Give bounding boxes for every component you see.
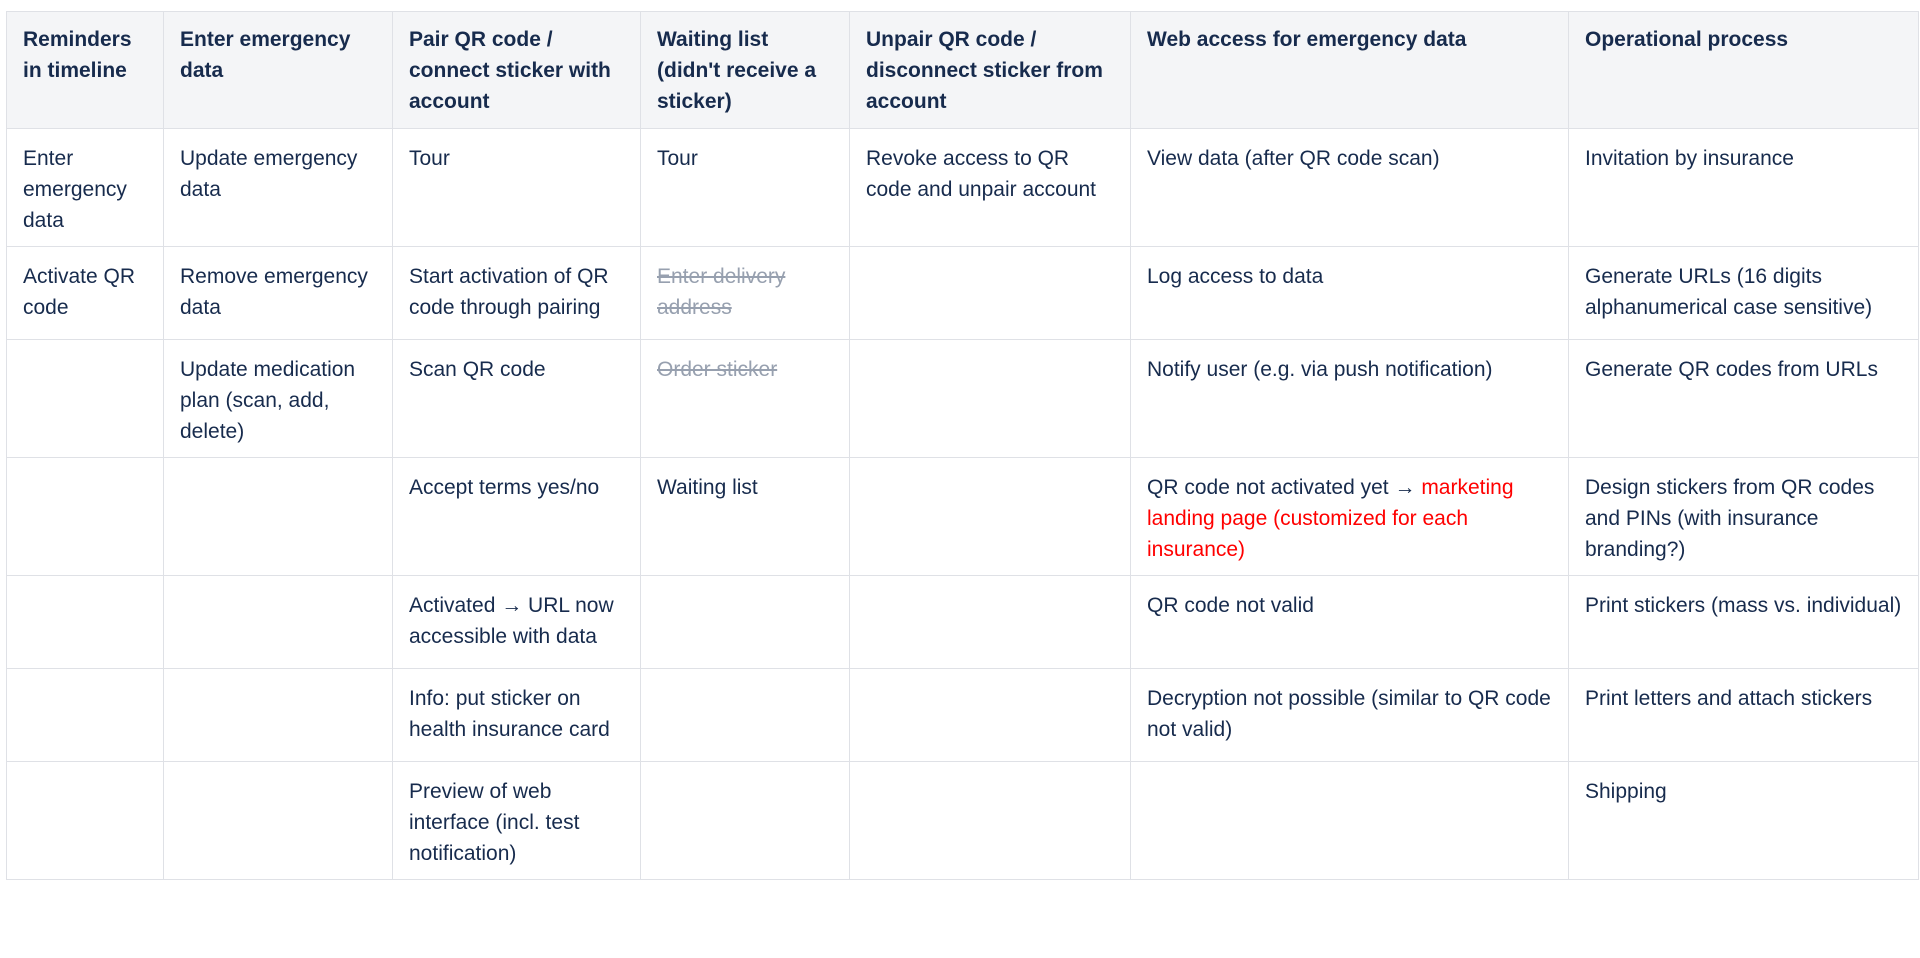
requirements-table [6,11,1919,880]
table-container [6,11,1919,880]
table-cell [850,762,1131,880]
table-cell: Design stickers from QR codes and PINs (with insurance branding?) [1569,458,1919,576]
table-cell [7,669,164,762]
table-cell: Activate QR code [7,247,164,340]
column-header: Operational process [1569,12,1919,129]
column-header: Pair QR code / connect sticker with account [393,12,641,129]
table-cell: Decryption not possible (similar to QR code not valid) [1131,669,1569,762]
table-cell: Invitation by insurance [1569,129,1919,247]
table-row [7,762,1919,880]
table-cell-struck [641,340,850,458]
table-cell: QR code not valid [1131,576,1569,669]
table-cell [850,458,1131,576]
table-cell: View data (after QR code scan) [1131,129,1569,247]
table-cell: Tour [393,129,641,247]
table-row [7,669,1919,762]
table-cell [7,458,164,576]
table-row [7,129,1919,247]
table-cell: Print stickers (mass vs. individual) [1569,576,1919,669]
table-row [7,340,1919,458]
table-cell [7,576,164,669]
column-header: Waiting list (didn't receive a sticker) [641,12,850,129]
table-cell: Activated → URL now accessible with data [393,576,641,669]
table-cell: Update emergency data [164,129,393,247]
table-cell [164,576,393,669]
column-header: Web access for emergency data [1131,12,1569,129]
table-row [7,458,1919,576]
table-cell: Notify user (e.g. via push notification) [1131,340,1569,458]
table-cell [850,247,1131,340]
struck-text: Enter delivery address [657,265,786,319]
table-cell: Info: put sticker on health insurance card [393,669,641,762]
table-cell: Revoke access to QR code and unpair account [850,129,1131,247]
table-row [7,247,1919,340]
table-cell-mixed [1131,458,1569,576]
column-header: Enter emergency data [164,12,393,129]
column-header: Unpair QR code / disconnect sticker from account [850,12,1131,129]
table-row [7,576,1919,669]
cell-text: QR code not activated yet → [1147,476,1422,499]
table-cell [7,340,164,458]
table-cell [164,762,393,880]
table-cell: Start activation of QR code through pairing [393,247,641,340]
table-cell: Update medication plan (scan, add, delete) [164,340,393,458]
table-cell [641,669,850,762]
table-cell: Generate URLs (16 digits alphanumerical case sensitive) [1569,247,1919,340]
table-cell: Shipping [1569,762,1919,880]
table-cell: Generate QR codes from URLs [1569,340,1919,458]
table-cell [1131,762,1569,880]
table-cell [850,669,1131,762]
highlighted-text: marketing landing page (customized for each insurance) [1147,476,1514,561]
table-cell [641,576,850,669]
table-cell [850,340,1131,458]
table-cell: Tour [641,129,850,247]
table-cell [164,458,393,576]
table-cell: Waiting list [641,458,850,576]
table-cell: Log access to data [1131,247,1569,340]
table-cell [641,762,850,880]
table-cell: Preview of web interface (incl. test notification) [393,762,641,880]
table-cell [164,669,393,762]
table-cell [7,762,164,880]
table-cell: Accept terms yes/no [393,458,641,576]
column-header: Reminders in timeline [7,12,164,129]
table-header-row [7,12,1919,129]
struck-text: Order sticker [657,358,778,381]
table-cell: Scan QR code [393,340,641,458]
table-cell: Remove emergency data [164,247,393,340]
table-cell: Enter emergency data [7,129,164,247]
table-cell-struck [641,247,850,340]
table-cell: Print letters and attach stickers [1569,669,1919,762]
table-cell [850,576,1131,669]
